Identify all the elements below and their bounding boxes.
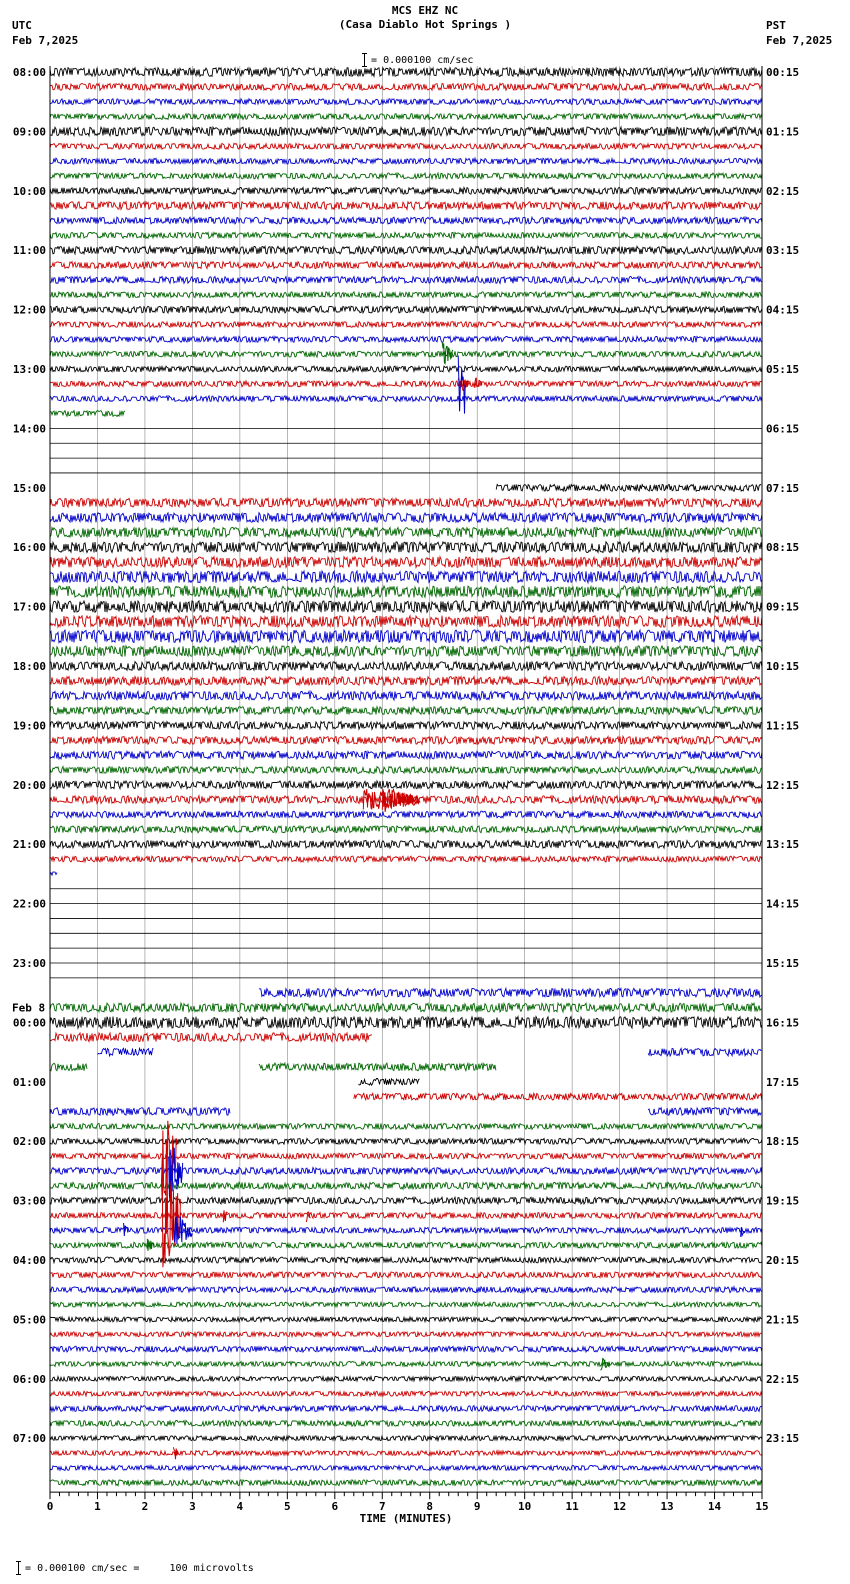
left-hour-label-19: 03:00	[12, 1194, 46, 1208]
seismic-trace-91-0	[50, 1421, 762, 1427]
seismic-trace-36-0	[50, 601, 762, 613]
left-timezone-label: UTC	[12, 19, 32, 32]
seismic-trace-30-0	[50, 513, 762, 523]
seismic-trace-35-0	[50, 586, 762, 598]
seismic-trace-43-0	[50, 707, 762, 715]
seismic-trace-76-0	[50, 1197, 762, 1204]
seismic-trace-1-0	[50, 84, 762, 91]
date-change-label: Feb 8	[12, 1001, 46, 1015]
left-hour-label-20: 04:00	[12, 1254, 46, 1267]
left-hour-label-11: 19:00	[12, 719, 46, 733]
x-tick-label-5: 5	[284, 1500, 291, 1514]
seismic-trace-71-0	[50, 1124, 762, 1130]
seismic-trace-54-0	[50, 872, 57, 875]
x-tick-label-0: 0	[46, 1500, 54, 1514]
seismic-trace-4-0	[50, 127, 762, 136]
left-hour-label-18: 02:00	[12, 1135, 46, 1149]
seismic-event-3	[475, 378, 482, 388]
left-hour-label-2: 10:00	[12, 184, 46, 198]
seismic-trace-89-0	[50, 1391, 762, 1396]
seismic-event-9	[173, 1217, 192, 1245]
seismic-trace-66-1	[648, 1048, 761, 1056]
seismic-trace-64-0	[50, 1017, 762, 1029]
seismic-trace-3-0	[50, 114, 762, 120]
seismic-trace-39-0	[50, 646, 762, 657]
left-date-label: Feb 7,2025	[12, 34, 79, 47]
x-tick-label-14: 14	[707, 1500, 722, 1514]
seismic-trace-70-0	[50, 1108, 230, 1116]
x-tick-label-6: 6	[331, 1500, 339, 1514]
seismic-trace-18-0	[50, 336, 762, 342]
seismic-trace-41-0	[50, 677, 762, 686]
right-hour-label-5: 05:15	[766, 363, 800, 376]
left-hour-label-4: 12:00	[12, 303, 46, 317]
seismic-trace-92-0	[50, 1436, 762, 1441]
seismic-trace-17-0	[50, 322, 762, 328]
seismic-trace-70-1	[648, 1108, 761, 1116]
left-hour-label-8: 16:00	[12, 541, 46, 555]
x-tick-label-9: 9	[473, 1500, 481, 1514]
right-hour-label-20: 20:15	[766, 1254, 800, 1267]
x-tick-label-12: 12	[612, 1500, 627, 1514]
right-hour-label-12: 12:15	[766, 778, 800, 792]
right-hour-label-13: 13:15	[766, 838, 800, 852]
seismic-trace-47-0	[50, 767, 762, 774]
seismic-trace-14-0	[50, 277, 762, 284]
seismic-trace-5-0	[50, 143, 762, 149]
x-tick-label-4: 4	[236, 1500, 244, 1514]
seismic-trace-33-0	[50, 557, 762, 568]
seismic-trace-69-0	[354, 1093, 762, 1100]
seismic-trace-13-0	[50, 262, 762, 269]
footer-scale-note	[4, 1548, 254, 1575]
seismic-trace-80-0	[50, 1257, 762, 1263]
right-hour-label-7: 07:15	[766, 481, 800, 495]
seismic-trace-11-0	[50, 233, 762, 239]
footer-scale-bar-icon	[16, 1561, 21, 1575]
left-hour-label-17: 01:00	[12, 1075, 46, 1089]
seismic-trace-7-0	[50, 173, 762, 179]
right-hour-label-3: 03:15	[766, 244, 800, 258]
seismic-trace-67-0	[50, 1063, 87, 1071]
seismic-trace-88-0	[50, 1376, 762, 1381]
seismic-trace-53-0	[50, 856, 762, 862]
seismic-trace-84-0	[50, 1317, 762, 1322]
seismic-trace-44-0	[50, 722, 762, 730]
left-hour-label-6: 14:00	[12, 422, 46, 436]
right-hour-label-21: 21:15	[766, 1313, 800, 1327]
seismic-trace-68-0	[359, 1079, 420, 1086]
seismic-trace-21-0	[50, 381, 762, 387]
seismic-trace-31-0	[50, 528, 762, 538]
seismic-trace-40-0	[50, 662, 762, 671]
left-hour-label-5: 13:00	[12, 363, 46, 376]
seismic-trace-2-0	[50, 99, 762, 105]
left-hour-label-15: 23:00	[12, 957, 46, 970]
right-hour-label-10: 10:15	[766, 660, 800, 673]
seismic-trace-20-0	[50, 366, 762, 372]
x-tick-label-1: 1	[94, 1500, 101, 1514]
x-tick-label-11: 11	[565, 1500, 579, 1514]
seismic-trace-23-0	[50, 411, 125, 417]
x-tick-label-7: 7	[378, 1500, 386, 1514]
seismic-trace-67-1	[259, 1063, 496, 1071]
left-hour-label-23: 07:00	[12, 1432, 46, 1446]
left-hour-label-10: 18:00	[12, 660, 46, 673]
seismic-trace-79-0	[50, 1242, 762, 1248]
left-hour-label-9: 17:00	[12, 600, 46, 614]
right-hour-label-14: 14:15	[766, 897, 800, 911]
left-hour-label-1: 09:00	[12, 125, 46, 139]
footer-scale-text: = 0.000100 cm/sec = 100 microvolts	[25, 1563, 254, 1574]
seismic-trace-94-0	[50, 1466, 762, 1471]
right-hour-label-1: 01:15	[766, 125, 800, 139]
right-hour-label-17: 17:15	[766, 1075, 800, 1089]
chart-title-location: (Casa Diablo Hot Springs )	[338, 18, 512, 31]
seismic-trace-85-0	[50, 1332, 762, 1337]
seismic-trace-93-0	[50, 1451, 762, 1456]
right-hour-label-8: 08:15	[766, 541, 800, 555]
seismic-trace-77-0	[50, 1213, 762, 1219]
seismic-trace-42-0	[50, 691, 762, 700]
right-hour-label-19: 19:15	[766, 1194, 800, 1208]
right-hour-label-22: 22:15	[766, 1372, 800, 1386]
seismic-trace-72-0	[50, 1138, 762, 1144]
x-tick-label-15: 15	[755, 1500, 769, 1514]
left-hour-label-22: 06:00	[12, 1372, 46, 1386]
chart-title-station: MCS EHZ NC	[391, 4, 459, 17]
seismic-trace-9-0	[50, 202, 762, 210]
seismic-trace-37-0	[50, 616, 762, 628]
seismic-trace-62-0	[259, 988, 762, 997]
x-tick-label-8: 8	[426, 1500, 434, 1514]
left-hour-label-7: 15:00	[12, 481, 46, 495]
seismic-trace-45-0	[50, 736, 762, 744]
seismic-trace-29-0	[50, 498, 762, 507]
seismic-trace-74-0	[50, 1168, 762, 1175]
scale-text: = 0.000100 cm/sec	[371, 55, 474, 66]
seismic-trace-75-0	[50, 1182, 762, 1189]
right-hour-label-2: 02:15	[766, 184, 800, 198]
seismic-trace-32-0	[50, 542, 762, 553]
x-axis-label: TIME (MINUTES)	[359, 1512, 453, 1526]
right-hour-label-18: 18:15	[766, 1135, 800, 1149]
seismic-trace-8-0	[50, 187, 762, 194]
seismic-trace-73-0	[50, 1153, 762, 1159]
seismic-trace-82-0	[50, 1287, 762, 1293]
right-hour-label-9: 09:15	[766, 600, 800, 614]
right-date-label: Feb 7,2025	[766, 34, 833, 47]
seismic-trace-22-0	[50, 396, 762, 402]
seismic-trace-65-0	[50, 1033, 372, 1042]
seismic-trace-38-0	[50, 630, 762, 643]
seismic-trace-34-0	[50, 571, 762, 583]
x-tick-label-3: 3	[189, 1500, 196, 1514]
seismic-trace-28-0	[496, 484, 761, 491]
seismic-trace-51-0	[50, 826, 762, 833]
seismic-trace-12-0	[50, 246, 762, 254]
right-hour-label-15: 15:15	[766, 957, 800, 970]
seismic-trace-87-0	[50, 1362, 762, 1367]
right-hour-label-16: 16:15	[766, 1016, 800, 1030]
right-hour-label-6: 06:15	[766, 422, 800, 436]
left-hour-label-14: 22:00	[12, 897, 46, 911]
seismic-event-10	[223, 1210, 227, 1222]
seismic-trace-78-0	[50, 1227, 762, 1233]
seismic-event-15	[601, 1359, 610, 1371]
seismic-trace-95-0	[50, 1480, 762, 1486]
seismic-trace-63-0	[50, 1003, 762, 1012]
seismic-trace-48-0	[50, 781, 762, 789]
right-timezone-label: PST	[766, 19, 786, 32]
left-hour-label-16: 00:00	[12, 1016, 46, 1030]
seismic-trace-90-0	[50, 1406, 762, 1412]
seismic-trace-6-0	[50, 158, 762, 164]
seismic-trace-83-0	[50, 1302, 762, 1307]
x-tick-label-10: 10	[518, 1500, 532, 1514]
left-hour-label-12: 20:00	[12, 778, 46, 792]
seismic-trace-46-0	[50, 751, 762, 759]
left-hour-label-21: 05:00	[12, 1313, 46, 1327]
left-hour-label-13: 21:00	[12, 838, 46, 852]
seismic-trace-86-0	[50, 1346, 762, 1352]
right-hour-label-11: 11:15	[766, 719, 800, 733]
left-hour-label-0: 08:00	[12, 66, 46, 79]
seismic-trace-0-0	[50, 68, 762, 77]
right-hour-label-4: 04:15	[766, 303, 800, 317]
seismic-trace-52-0	[50, 840, 762, 848]
seismic-trace-19-0	[50, 351, 762, 357]
right-hour-label-23: 23:15	[766, 1432, 800, 1446]
seismic-trace-50-0	[50, 811, 762, 818]
seismic-trace-10-0	[50, 217, 762, 224]
left-hour-label-3: 11:00	[12, 244, 46, 258]
seismic-trace-81-0	[50, 1272, 762, 1278]
seismic-trace-16-0	[50, 306, 762, 313]
x-tick-label-2: 2	[141, 1500, 149, 1514]
seismic-trace-15-0	[50, 292, 762, 298]
right-hour-label-0: 00:15	[766, 66, 800, 79]
x-tick-label-13: 13	[660, 1500, 674, 1514]
